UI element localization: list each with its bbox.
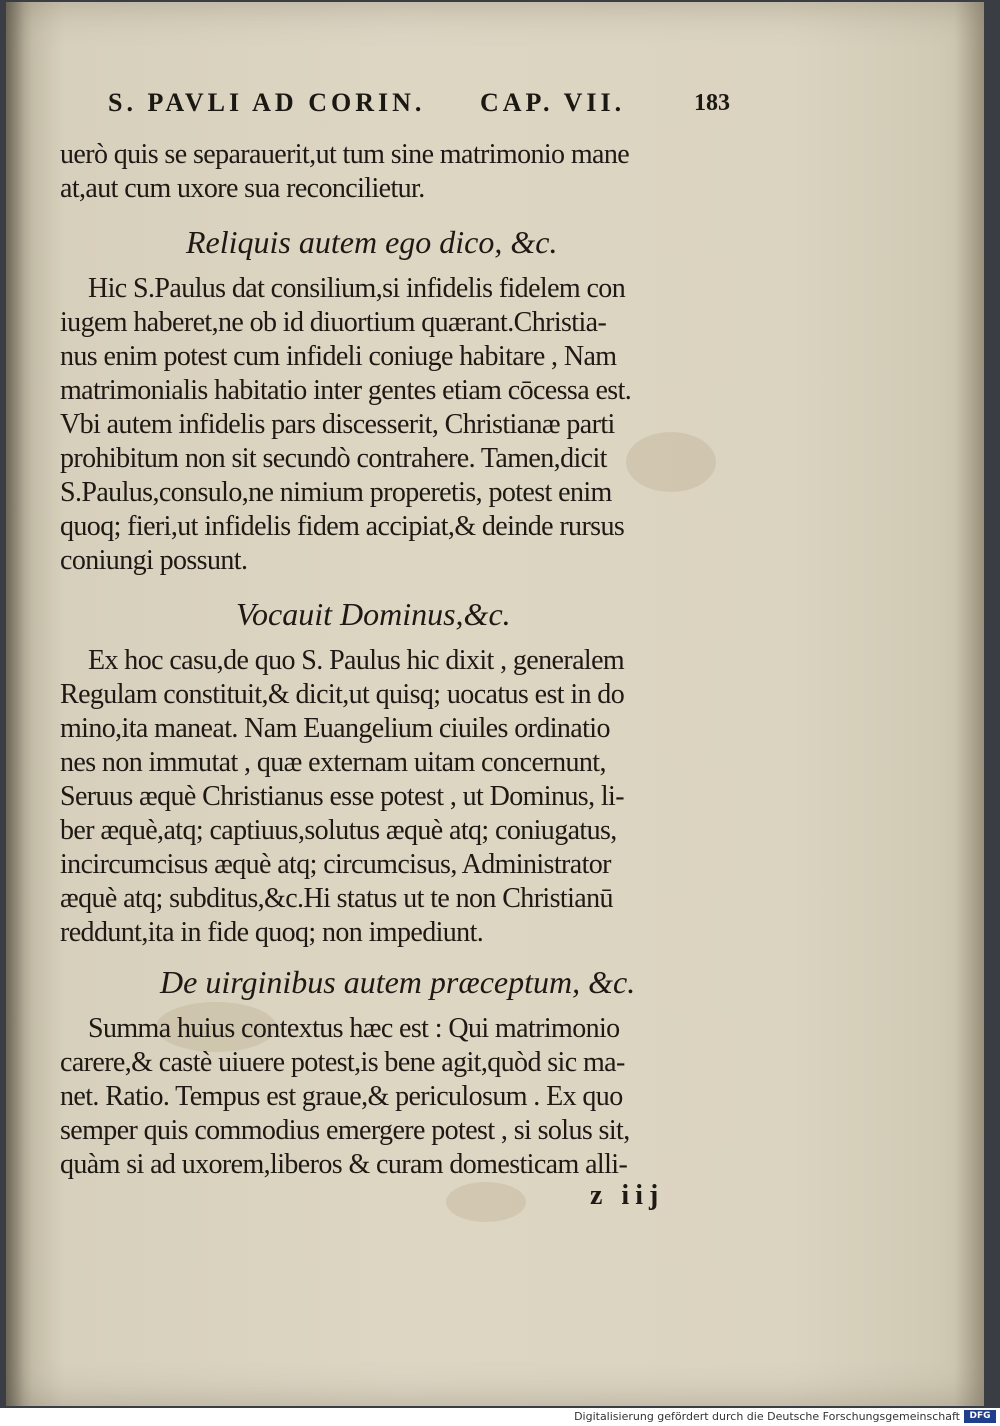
section-heading-de-uirginibus: De uirginibus autem præceptum, &c. [160,964,636,1000]
text-line: Ex hoc casu,de quo S. Paulus hic dixit , generalem [88,645,625,676]
text-line: net. Ratio. Tempus est graue,& periculosum . Ex quo [60,1081,623,1112]
page-number: 183 [694,90,730,116]
text-line: nus enim potest cum infideli coniuge habitare , Nam [60,341,617,372]
paragraph-summa-huius [60,1012,760,1182]
text-line: at,aut cum uxore sua reconcilietur. [60,173,425,204]
text-line: semper quis commodius emergere potest , si solus sit, [60,1115,630,1146]
signature-mark: z iij [590,1180,665,1211]
text-line: matrimonialis habitatio inter gentes etiam cōcessa est. [60,375,632,406]
section-heading-vocauit: Vocauit Dominus,&c. [236,596,511,632]
text-line: Vbi autem infidelis pars discesserit, Christianæ parti [60,409,615,440]
paragraph-ex-hoc-casu [60,644,760,950]
dfg-logo[interactable]: DFG [964,1410,996,1423]
text-line: prohibitum non sit secundò contrahere. Tamen,dicit [60,443,607,474]
running-title-right: CAP. VII. [480,88,626,117]
text-line: iugem haberet,ne ob id diuortium quærant.Christia- [60,307,607,338]
text-line: carere,& castè uiuere potest,is bene agit,quòd sic ma- [60,1047,625,1078]
text-line: quàm si ad uxorem,liberos & curam domesticam alli- [60,1149,628,1180]
text-line: quoq; fieri,ut infidelis fidem accipiat,& deinde rursus [60,511,625,542]
running-title-left: S. PAVLI AD CORIN. [108,88,426,117]
text-line: Seruus æquè Christianus esse potest , ut Dominus, li- [60,781,624,812]
text-line: Summa huius contextus hæc est : Qui matrimonio [88,1013,620,1044]
text-line: coniungi possunt. [60,545,248,576]
funding-credit: Digitalisierung gefördert durch die Deutsche Forschungsgemeinschaft [574,1410,960,1423]
text-line: S.Paulus,consulo,ne nimium properetis, potest enim [60,477,612,508]
section-heading-reliquis: Reliquis autem ego dico, &c. [186,224,558,260]
text-line: ber æquè,atq; captiuus,solutus æquè atq; coniugatus, [60,815,617,846]
text-line: Hic S.Paulus dat consilium,si infidelis fidelem con [88,273,626,304]
paragraph-continuation [60,138,760,206]
paragraph-hic-paulus [60,272,760,578]
text-line: Regulam constituit,& dicit,ut quisq; uocatus est in do [60,679,625,710]
text-line: æquè atq; subditus,&c.Hi status ut te non Christianū [60,883,613,914]
paper-stain [446,1182,526,1222]
text-line: uerò quis se separauerit,ut tum sine matrimonio mane [60,139,630,170]
text-line: reddunt,ita in fide quoq; non impediunt. [60,917,484,948]
text-line: mino,ita maneat. Nam Euangelium ciuiles ordinatio [60,713,610,744]
text-line: nes non immutat , quæ externam uitam concernunt, [60,747,606,778]
text-line: incircumcisus æquè atq; circumcisus, Administrator [60,849,611,880]
